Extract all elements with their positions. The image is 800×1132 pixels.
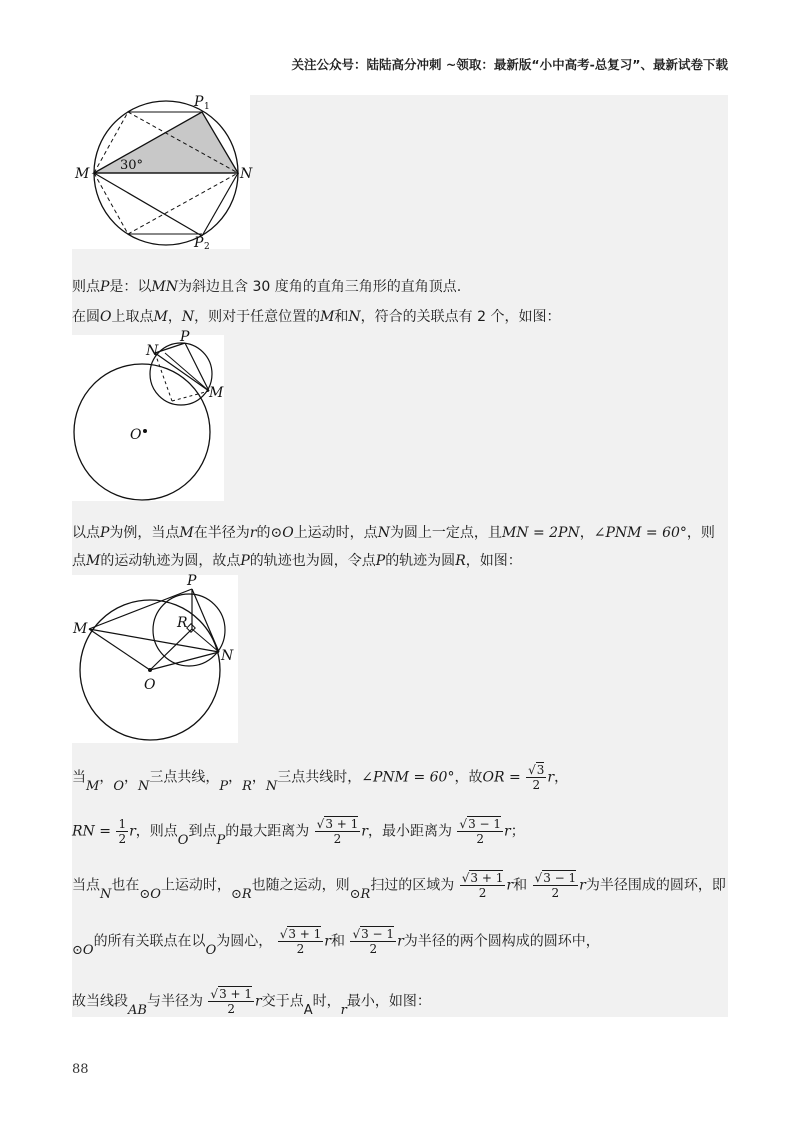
- fraction: $\frac{√3 + 1}{2}$: [461, 871, 504, 900]
- text-line-7: 当点N也在⊙O上运动时，⊙R也随之运动，则⊙R扫过的区域为 $\frac{√3 + 1}{2}$ r和 $\frac{√3 - 1}{2}$ r为半径围成的圆环，即: [72, 871, 726, 902]
- figure-1-svg: [72, 94, 253, 252]
- text-line-3: 以点P为例，当点M在半径为r的⊙O上运动时，点N为圆上一定点，且MN = 2PN，∠PNM = 60°，则: [72, 525, 715, 541]
- fraction: $\frac{√3 + 1}{2}$: [316, 817, 359, 846]
- content-area: [72, 95, 728, 1017]
- fig2-label-o: O: [130, 427, 142, 443]
- fig2-big-circle: [74, 364, 210, 500]
- fig1-label-n: N: [240, 166, 253, 182]
- fig2-small-circle: [150, 343, 212, 405]
- text-line-6: RN = $\frac{1}{2}$ r，则点O到点P的最大距离为 $\frac{√3 + 1}{2}$ r，最小距离为 $\frac{√3 - 1}{2}$ r；: [72, 817, 525, 848]
- fig3-label-r: R: [177, 615, 188, 631]
- fig3-label-n: N: [221, 648, 234, 664]
- fig3-line-on: [150, 652, 219, 670]
- fig2-line-nm: [155, 353, 209, 391]
- text-line-1: 则点P是：以MN为斜边且含 30 度角的直角三角形的直角顶点.: [72, 279, 462, 295]
- text-line-9: 故当线段AB与半径为 $\frac{√3 + 1}{2}$ r交于点A时，r最小，如图：: [72, 987, 431, 1018]
- fig3-label-o: O: [144, 677, 156, 693]
- fig3-line-mn: [89, 629, 219, 652]
- fig1-label-m: M: [75, 166, 90, 182]
- fig1-dashed-3: [94, 173, 128, 234]
- figure-3-svg: [72, 575, 238, 743]
- text-line-8: ⊙O的所有关联点在以O为圆心， $\frac{√3 + 1}{2}$ r和 $\frac{√3 - 1}{2}$ r为半径的两个圆构成的圆环中，: [72, 927, 600, 958]
- fig1-label-p1-sub: 1: [204, 102, 210, 112]
- fig1-line-mp2: [94, 173, 202, 236]
- fig2-label-n: N: [146, 343, 159, 359]
- fig1-label-p1: P: [194, 94, 204, 110]
- fig1-label-p2-sub: 2: [204, 242, 210, 252]
- fraction: $\frac{√3}{2}$: [528, 763, 545, 792]
- fig3-label-p: P: [187, 573, 197, 589]
- fig3-center-dot: [148, 668, 152, 672]
- fraction: $\frac{1}{2}$: [118, 817, 127, 846]
- fig3-line-mo: [89, 629, 150, 670]
- text-line-2: 在圆O上取点M，N，则对于任意位置的M和N，符合的关联点有 2 个，如图：: [72, 309, 561, 325]
- fig2-inner-line: [165, 353, 209, 391]
- text-line-4: 点M的运动轨迹为圆，故点P的轨迹也为圆，令点P的轨迹为圆R，如图：: [72, 553, 522, 569]
- fig3-label-m: M: [73, 621, 88, 637]
- fig2-line-pm: [185, 343, 209, 391]
- figure-2-svg: [72, 329, 224, 501]
- fraction: $\frac{√3 + 1}{2}$: [210, 987, 253, 1016]
- page-header: 关注公众号：陆陆高分冲刺 ~领取：最新版“小中高考-总复习”、最新试卷下载: [291, 57, 728, 72]
- fig3-line-rn: [192, 629, 219, 652]
- fraction: $\frac{√3 - 1}{2}$: [352, 927, 395, 956]
- figure-2: [72, 329, 224, 501]
- fraction: $\frac{√3 + 1}{2}$: [279, 927, 322, 956]
- fig2-label-p: P: [180, 329, 190, 345]
- fraction: $\frac{√3 - 1}{2}$: [459, 817, 502, 846]
- fig3-line-or: [150, 629, 192, 670]
- figure-3: [72, 575, 238, 743]
- fig2-center-dot: [143, 429, 147, 433]
- figure-1: [72, 94, 253, 252]
- fig2-label-m: M: [209, 385, 224, 401]
- page-number: 88: [72, 1062, 89, 1077]
- fig1-label-p2: P: [194, 235, 204, 251]
- fig1-label-angle: 30°: [120, 158, 144, 173]
- fraction: $\frac{√3 - 1}{2}$: [534, 871, 577, 900]
- text-line-5: 当M，O，N三点共线，P，R，N三点共线时，∠PNM = 60°，故OR = $\frac{√3}{2}$ r，: [72, 763, 569, 794]
